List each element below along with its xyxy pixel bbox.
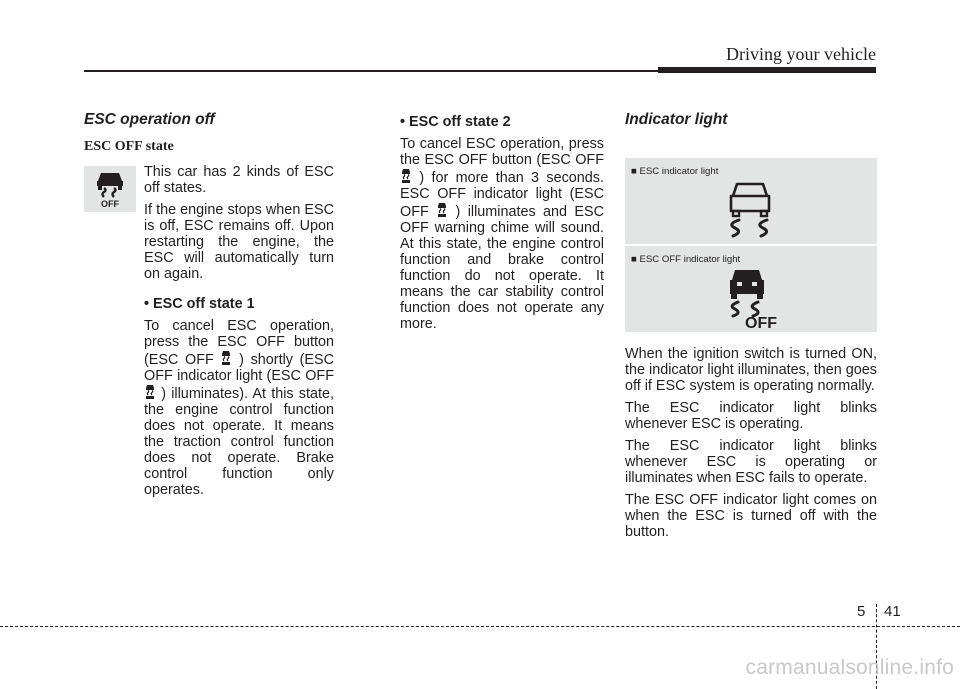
esc-indicator-row [625,158,877,244]
esc-off-icon [144,384,156,400]
esc-off-indicator-label: ■ ESC OFF indicator light [631,254,741,265]
paragraph: The ESC indicator light blinks whenever ESC is operating. [625,400,877,432]
esc-indicator-label: ■ ESC indicator light [631,166,719,177]
esc-off-icon [220,350,232,366]
paragraph-state-1: To cancel ESC operation, press the ESC OFF button (ESC OFF ) shortly (ESC OFF indicator light (ESC OFF ) illuminates). At this state, the engine control function does not operate. It means the traction control function does not operate. Brake control function only operates. [144,318,335,498]
page-number: 41 [884,603,901,620]
paragraph-state-2: To cancel ESC operation, press the ESC OFF button (ESC OFF ) for more than 3 seconds. ESC OFF indicator light (ESC OFF ) illuminates and ESC OFF warning chime will sound. At this state, the engine control function and brake control function do not operate. It means the car stability control function does not operate any more. [400,136,605,332]
esc-off-icon [92,170,128,208]
section-title-esc-operation-off: ESC operation off [84,111,215,128]
esc-indicator-icon [725,180,775,238]
paragraph: The ESC indicator light blinks whenever ESC is operating or illuminates when ESC fails to operate. [625,438,877,486]
subsection-title-esc-off-state: ESC OFF state [84,139,174,154]
footer-rule [0,626,960,627]
esc-off-badge-text: OFF [101,199,119,208]
paragraph: If the engine stops when ESC is off, ESC remains off. Upon restarting the engine, the ESC will automatically turn on again. [144,202,334,282]
esc-off-indicator-text: OFF [745,315,777,330]
right-column [625,108,877,546]
left-column [84,108,334,504]
esc-off-state-text [144,164,334,498]
watermark: carmanualsonline.info [745,656,954,679]
esc-off-indicator-row [625,244,877,332]
section-title-indicator-light: Indicator light [625,111,728,128]
bullet-esc-off-state-1: • ESC off state 1 [144,296,255,312]
middle-column [400,114,604,338]
running-header-title: Driving your vehicle [726,44,876,64]
esc-off-button-illustration [84,166,136,212]
paragraph: This car has 2 kinds of ESC off states. [144,164,334,196]
header-rule-accent [658,67,876,73]
chapter-number: 5 [857,603,866,620]
esc-off-indicator-icon [725,268,785,330]
esc-off-icon [400,168,412,184]
paragraph: When the ignition switch is turned ON, the indicator light illuminates, then goes off if ESC system is operating normally. [625,346,877,394]
bullet-esc-off-state-2: • ESC off state 2 [400,114,511,130]
indicator-light-panel [625,158,877,332]
paragraph: The ESC OFF indicator light comes on when the ESC is turned off with the button. [625,492,877,540]
esc-off-icon [436,202,448,218]
